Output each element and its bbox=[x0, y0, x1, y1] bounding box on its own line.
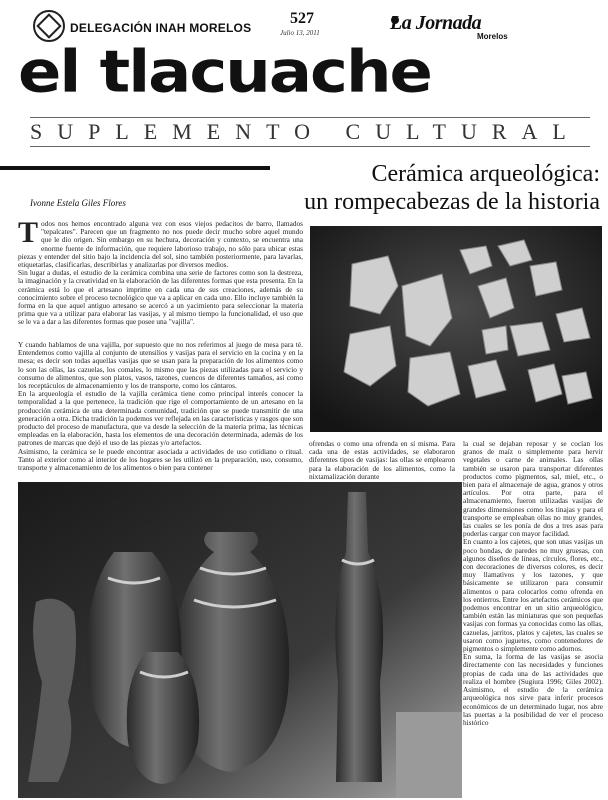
paragraph-3: Y cuando hablamos de una vajilla, por supuesto que no nos referimos al juego de mesa para té. Entendemos como vajilla al conjunto de utensilios y vasijas para el servicio en la cocina y en la mesa; es decir son todas aquellas vasijas que se usan para la preparación de los alimentos como lo son las ollas, las cazuelas, los comales, lo mismo que las piezas utilizadas para el servicio y consumo de alimentos, que son platos, vasos, tazones, cuencos de diferentes tamaños, así como los receptáculos de almacenamiento y los de transporte, como los cántaros. bbox=[18, 340, 303, 391]
inah-logo-icon bbox=[33, 10, 65, 42]
masthead-divider-bottom bbox=[30, 146, 590, 147]
publication-title: el tlacuache bbox=[18, 39, 431, 107]
paragraph-5: Asimismo, la cerámica se le puede encontrar asociada a actividades de uso cotidiano o ritual. Tanto al exterior como al interior de los hogares se les utilizó en la preparación, uso, consumo, transporte y almacenamiento de los alimentos o bien para contener bbox=[18, 446, 303, 473]
publication-subtitle: SUPLEMENTO CULTURAL bbox=[30, 119, 581, 144]
paragraph-1: odos nos hemos encontrado alguna vez con esos viejos pedacitos de barro, llamados "tepalcates". Parecen que un fragmento no nos puede decir mucho sobre aquel mundo que le dio origen. Sin embargo en su hechura, decoración y contexto, se encuentra una enorme fuente de información, que requiere laborioso trabajo, no sólo para ubicar estas piezas y entender del sitio bajo la incidencia del sol, sino también posteriormente, para lavarlas, etiquetarlas, clasificarlas, describirlas y analizarlas por diversos medios. bbox=[18, 219, 303, 270]
newspaper-name: La Jornada bbox=[390, 12, 482, 34]
paragraph-col3-3: En suma, la forma de las vasijas se asocia directamente con las necesidades y funciones propias de cada una de las actividades que realiza el hombre (Sugiura 1996; Giles 2002). Asimismo, el estudio de la cerámica arqueológica nos sirve para inferir procesos económicos de un determinado lugar, nos abre las puertas a la posibilidad de ver el proceso histórico bbox=[463, 652, 603, 727]
paragraph-2: Sin lugar a dudas, el estudio de la cerámica combina una serie de factores como son la destreza, la imaginación y la creatividad en la elaboración de las diferentes formas que esta presenta. En la cerámica está lo que el artesano imprime en cada una de sus creaciones, además de su conocimiento sobre el proceso tecnológico que va a aplicar en cada uno. Ello incluye también la forma en la que aquel antiguo artesano se acercó a un yacimiento para seleccionar la materia prima que va a utilizar para elaborar las vasijas, y al mismo tiempo la funcionalidad, el uso que se le va a dar a las diferentes formas que posee una "vajilla". bbox=[18, 268, 303, 327]
paragraph-4: En la arqueología el estudio de la vajilla cerámica tiene como principal interés conocer la temporalidad a la que pertenece, la tradición que rige el comportamiento de un artesano en la producción cerámica de una determinada comunidad, tradición que se puede transmitir de una generación a otra. Dicha tradición la podemos ver reflejada en las características y rasgos que son producto del proceso de manufactura, que va desde la selección de la materia prima, las técnicas empleadas en la elaboración, hasta los elementos de una decoración determinada, además de los patrones de marcas que dejó el uso de las piezas y/o artefactos. bbox=[18, 389, 303, 448]
article-wide-block bbox=[18, 341, 303, 472]
masthead-divider-top bbox=[30, 117, 590, 118]
paragraph-col3-1: la cual se dejaban reposar y se cocían los granos de maíz o simplemente para hervir vegetales o carne de animales. Las ollas también se usaron para transportar diferentes productos como pigmentos, sal, miel, etc., o bien para el almacenaje de agua, granos y otros artículos. Por otra parte, para el almacenamiento, fueron utilizadas vasijas de grandes dimensiones como los tinajas y para el transporte se empleaban ollas no muy grandes, las cuales se les ponía de dos a tres asas para poderlas cargar con mayor facilidad. bbox=[463, 439, 603, 539]
sherds-photo bbox=[310, 226, 602, 432]
sherds-illustration bbox=[310, 226, 602, 432]
issue-date: Julio 13, 2011 bbox=[280, 29, 320, 37]
article-column-3 bbox=[463, 440, 603, 727]
headline-line-1: Cerámica arqueológica: bbox=[371, 161, 600, 187]
newspaper-region: Morelos bbox=[477, 32, 508, 41]
issue-number: 527 bbox=[290, 10, 314, 27]
paragraph-col3-2: En cuanto a los cajetes, que son unas vasijas un poco hondas, de paredes no muy gruesas, con algunos diseños de líneas, círculos, flores, etc., con decoraciones de diversos colores, es decir muy llamativos y los tazones, y que básicamente se utilizaron para consumir alimentos o para colocarlos como ofrenda en los entierros. Entre los artefactos cerámicos que podemos encontrar en un sitio arqueológico, también están las miniaturas que son pequeñas vasijas con formas ya conocidas como las ollas, cazuelas, jarritos, platos y cajetes, las cuales se usaron como juguetes, como contenedores de pigmentos o simplemente como adornos. bbox=[463, 537, 603, 654]
headline-line-2: un rompecabezas de la historia bbox=[304, 189, 600, 215]
dropcap: T bbox=[18, 216, 39, 249]
vessels-illustration bbox=[18, 482, 462, 798]
vessels-photo bbox=[18, 482, 462, 798]
article-column-2: ofrendas o como una ofrenda en sí misma. Para cada una de estas actividades, se elaboraron diferentes tipos de vasijas: las ollas se emplearon para la elaboración de los alimentos, como la nixtamalización durante bbox=[309, 439, 455, 481]
article-column-1 bbox=[18, 216, 303, 327]
article-headline bbox=[230, 160, 600, 216]
institution-name: DELEGACIÓN INAH MORELOS bbox=[70, 21, 252, 35]
article-author: Ivonne Estela Giles Flores bbox=[30, 198, 126, 208]
